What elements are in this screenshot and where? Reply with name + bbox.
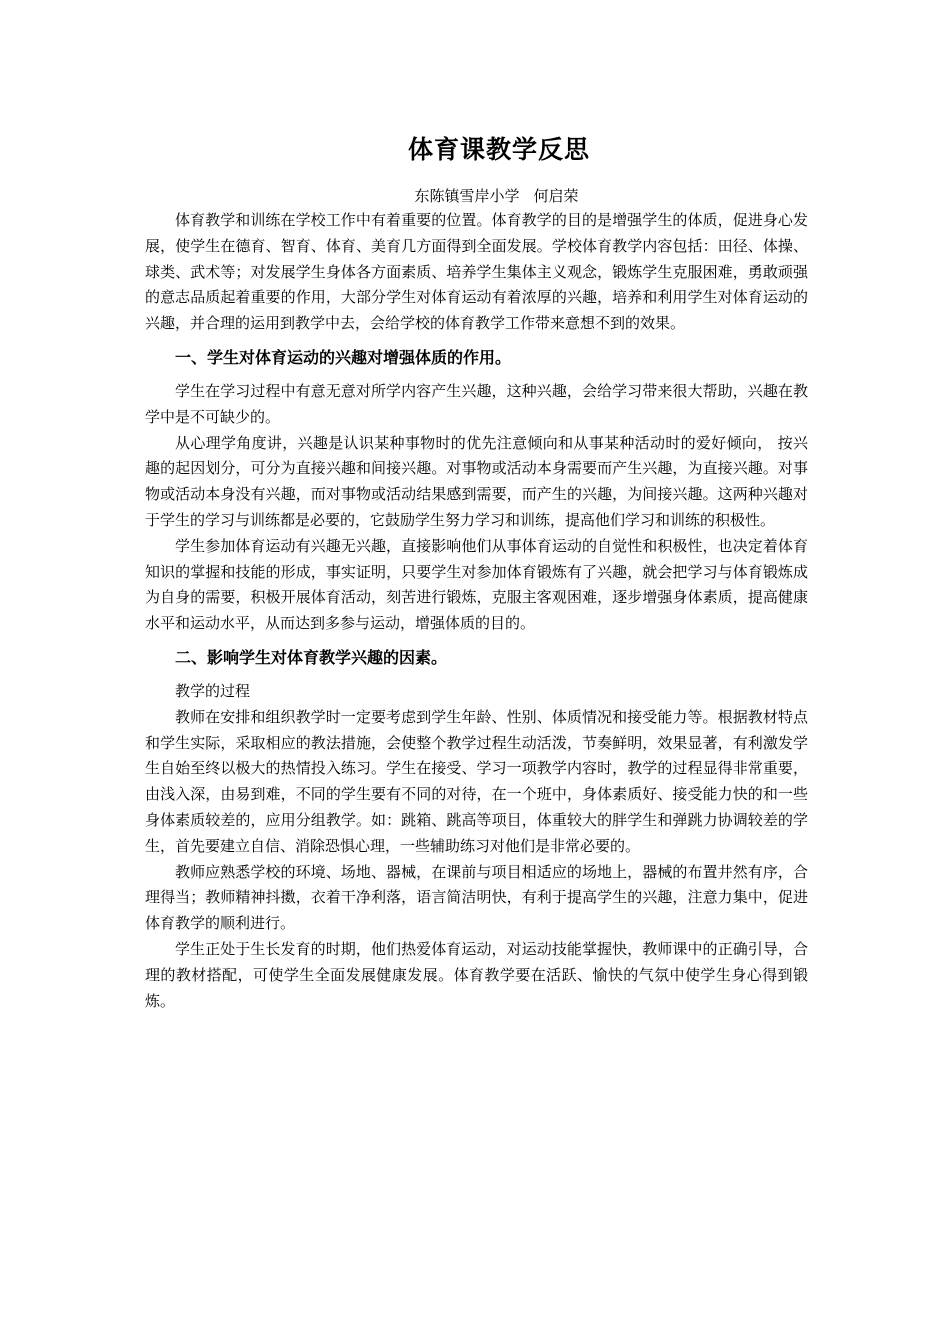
document-page (145, 128, 808, 1014)
subsection-heading: 教学的过程 (175, 681, 251, 700)
body-paragraph: 教师应熟悉学校的环境、场地、器械，在课前与项目相适应的场地上，器械的布置井然有序，合理得当；教师精神抖擞，衣着干净利落，语言简洁明快，有利于提高学生的兴趣，注意力集中，促进体育教学的顺利进行。 (145, 862, 808, 933)
body-paragraph: 教师在安排和组织教学时一定要考虑到学生年龄、性别、体质情况和接受能力等。根据教材特点和学生实际，采取相应的教法措施，会使整个教学过程生动活泼，节奏鲜明，效果显著，有利激发学生自始至终以极大的热情投入练习。学生在接受、学习一项教学内容时，教学的过程显得非常重要，由浅入深，由易到难，不同的学生要有不同的对待，在一个班中，身体素质好、接受能力快的和一些身体素质较差的，应用分组教学。如：跳箱、跳高等项目，体重较大的胖学生和弹跳力协调较差的学生，首先要建立自信、消除恐惧心理，一些辅助练习对他们是非常必要的。 (145, 707, 808, 855)
body-paragraph: 从心理学角度讲，兴趣是认识某种事物时的优先注意倾向和从事某种活动时的爱好倾向， 按兴趣的起因划分，可分为直接兴趣和间接兴趣。对事物或活动本身需要而产生兴趣，为直接兴趣。对事物或活动本身没有兴趣，而对事物或活动结果感到需要，而产生的兴趣，为间接兴趣。这两种兴趣对于学生的学习与训练都是必要的，它鼓励学生努力学习和训练，提高他们学习和训练的积极性。 (145, 433, 808, 529)
intro-paragraph: 体育教学和训练在学校工作中有着重要的位置。体育教学的目的是增强学生的体质，促进身心发展，使学生在德育、智育、体育、美育几方面得到全面发展。学校体育教学内容包括：田径、体操、球类、武术等；对发展学生身体各方面素质、培养学生集体主义观念，锻炼学生克服困难，勇敢顽强的意志品质起着重要的作用，大部分学生对体育运动有着浓厚的兴趣，培养和利用学生对体育运动的兴趣，并合理的运用到教学中去，会给学校的体育教学工作带来意想不到的效果。 (145, 211, 808, 333)
author-name: 何启荣 (533, 187, 579, 205)
body-paragraph: 学生正处于生长发育的时期，他们热爱体育运动，对运动技能掌握快，教师课中的正确引导，合理的教材搭配，可使学生全面发展健康发展。体育教学要在活跃、愉快的气氛中使学生身心得到锻炼。 (145, 939, 808, 1010)
body-paragraph: 学生在学习过程中有意无意对所学内容产生兴趣，这种兴趣，会给学习带来很大帮助，兴趣在教学中是不可缺少的。 (145, 381, 808, 426)
body-paragraph: 学生参加体育运动有兴趣无兴趣，直接影响他们从事体育运动的自觉性和积极性，也决定着体育知识的掌握和技能的形成，事实证明，只要学生对参加体育锻炼有了兴趣，就会把学习与体育锻炼成为自身的需要，积极开展体育活动，刻苦进行锻炼，克服主客观困难，逐步增强身体素质，提高健康水平和运动水平，从而达到多参与运动，增强体质的目的。 (145, 536, 808, 633)
section-heading: 二、影响学生对体育教学兴趣的因素。 (175, 647, 448, 667)
section-heading: 一、学生对体育运动的兴趣对增强体质的作用。 (175, 347, 512, 367)
document-title: 体育课教学反思 (407, 135, 590, 164)
author-line (145, 184, 808, 208)
author-school: 东陈镇雪岸小学 (414, 187, 520, 205)
